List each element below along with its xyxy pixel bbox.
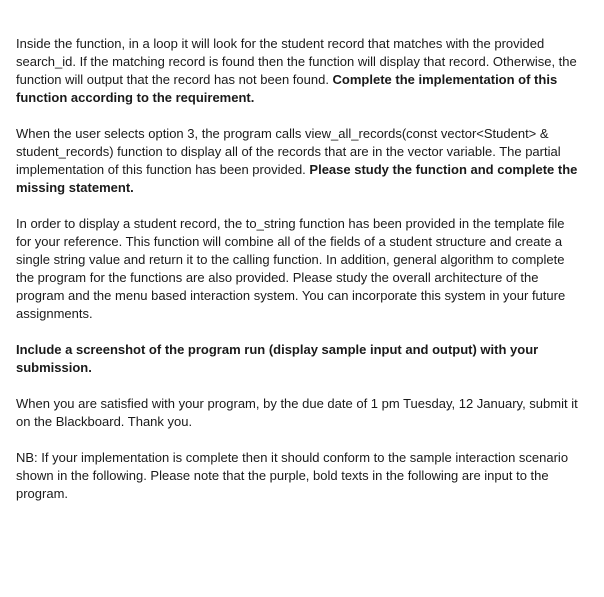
paragraph-text: NB: If your implementation is complete then it should conform to the sample interaction scenario shown in the following. Please note that the purple, bold texts in the following are input to the program. (16, 450, 569, 501)
paragraph-due-date (16, 395, 582, 431)
paragraph-to-string (16, 215, 582, 323)
document-body (16, 35, 582, 521)
paragraph-text: When you are satisfied with your program, by the due date of 1 pm Tuesday, 12 January, submit it on the Blackboard. Thank you. (16, 396, 578, 429)
paragraph-text: In order to display a student record, the to_string function has been provided in the template file for your reference. This function will combine all of the fields of a student structure and create a single string value and return it to the calling function. In addition, general algorithm to complete the program for the functions are also provided. Please study the overall architecture of the program and the menu based interaction system. You can incorporate this system in your future assignments. (16, 216, 566, 321)
paragraph-search-record (16, 35, 582, 107)
paragraph-text: Inside the function, in a loop it will look for the student record that matches with the provided search_id. If the matching record is found then the function will display that record. Otherwise, the function will output that the record has not been found. (16, 36, 577, 87)
paragraph-bold-instruction: Include a screenshot of the program run (display sample input and output) with your submission. (16, 342, 539, 375)
paragraph-bold-instruction: Complete the implementation of this function according to the requirement. (16, 72, 558, 105)
paragraph-screenshot-requirement (16, 341, 582, 377)
paragraph-nb-note (16, 449, 582, 503)
paragraph-view-all-records (16, 125, 582, 197)
paragraph-text: When the user selects option 3, the program calls view_all_records(const vector<Student> & student_records) function to display all of the records that are in the vector variable. The partial implementation of this function has been provided. (16, 126, 561, 177)
paragraph-bold-instruction: Please study the function and complete the missing statement. (16, 162, 578, 195)
